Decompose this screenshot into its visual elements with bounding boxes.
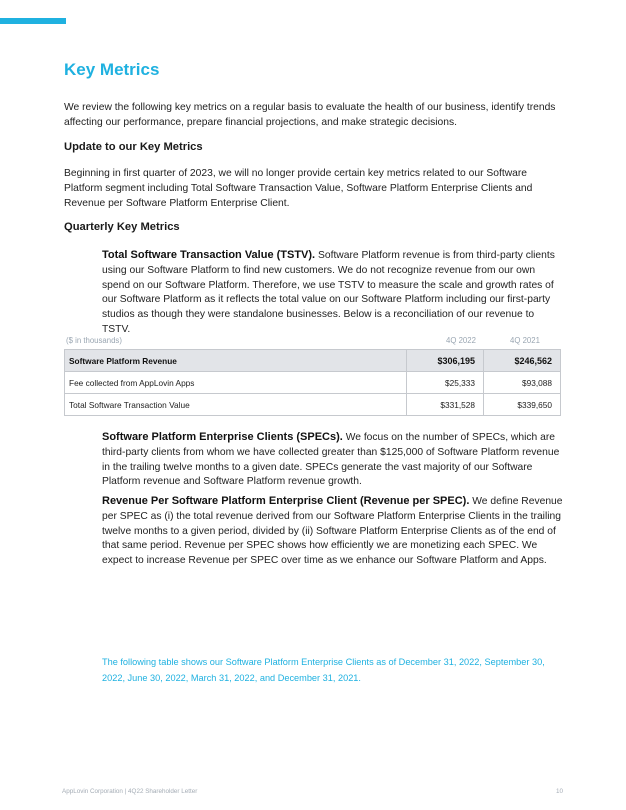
specs-table-note: The following table shows our Software Platform Enterprise Clients as of December 31, 2022, September 30, 2022, June 30, 2022, March 31, 2022, and December 31, 2021.: [102, 657, 545, 683]
row-value-4q2021: $246,562: [484, 350, 561, 372]
revenue-per-spec-text: We define Revenue per SPEC as (i) the total revenue derived from our Software Platform Enterprise Clients in the trailing twelve months to a given period, divided by (ii) Software Platform Enterprise Clients as of the end of that same period. Revenue per SPEC shows how efficiently we are monetizing each SPEC. We expect to increase Revenue per SPEC over time as we enhance our Software Platform and Apps.: [102, 496, 563, 567]
row-label: Software Platform Revenue: [65, 350, 407, 372]
revenue-per-spec-label: Revenue Per Software Platform Enterprise Client (Revenue per SPEC).: [102, 495, 470, 507]
intro-paragraph: We review the following key metrics on a regular basis to evaluate the health of our business, identify trends affecting our performance, prepare financial projections, and make strategic decisions.: [64, 102, 556, 128]
specs-label: Software Platform Enterprise Clients (SPECs).: [102, 431, 343, 443]
row-label: Fee collected from AppLovin Apps: [65, 372, 407, 394]
tstv-label: Total Software Transaction Value (TSTV).: [102, 249, 316, 261]
col-4q2021: 4Q 2021: [510, 336, 540, 345]
specs-paragraph: [102, 430, 564, 490]
table-row: [65, 394, 561, 416]
tstv-paragraph: [102, 248, 564, 338]
footer-text: AppLovin Corporation | 4Q22 Shareholder Letter: [62, 788, 198, 795]
tstv-text: Software Platform revenue is from third-party clients using our Software Platform to find new customers. We do not recognize revenue from our own spend on our Software Platform. Therefore, we use TSTV to measure the scale and growth rates of our Software Platform as it reflects the total value on our Software Platform including our first-party studios as though they were standalone businesses. Below is a reconciliation of our revenue to TSTV.: [102, 250, 555, 335]
page-number: 10: [556, 788, 564, 795]
col-4q2022: 4Q 2022: [446, 336, 476, 345]
page-title: Key Metrics: [64, 60, 160, 79]
specs-text: We focus on the number of SPECs, which are third-party clients from whom we have collected greater than $125,000 of Software Platform revenue in the trailing twelve months to a given date. SPECs generate the vast majority of our Software Platform revenue and Software Platform revenue growth.: [102, 432, 560, 488]
revenue-per-spec-paragraph: [102, 494, 564, 569]
update-heading: Update to our Key Metrics: [64, 141, 203, 153]
row-value-4q2022: $25,333: [407, 372, 484, 394]
row-value-4q2021: $339,650: [484, 394, 561, 416]
tstv-table: [64, 349, 561, 416]
row-value-4q2022: $331,528: [407, 394, 484, 416]
table-row: [65, 372, 561, 394]
row-value-4q2021: $93,088: [484, 372, 561, 394]
unit-label: ($ in thousands): [66, 336, 122, 345]
row-value-4q2022: $306,195: [407, 350, 484, 372]
table-column-header: [64, 334, 561, 348]
row-label: Total Software Transaction Value: [65, 394, 407, 416]
quarterly-heading: Quarterly Key Metrics: [64, 221, 180, 233]
table-row: [65, 350, 561, 372]
update-paragraph: Beginning in first quarter of 2023, we will no longer provide certain key metrics related to our Software Platform segment including Total Software Transaction Value, Software Platform Enterprise Clients and Revenue per Software Platform Enterprise Client.: [64, 168, 533, 209]
accent-bar: [0, 18, 66, 24]
